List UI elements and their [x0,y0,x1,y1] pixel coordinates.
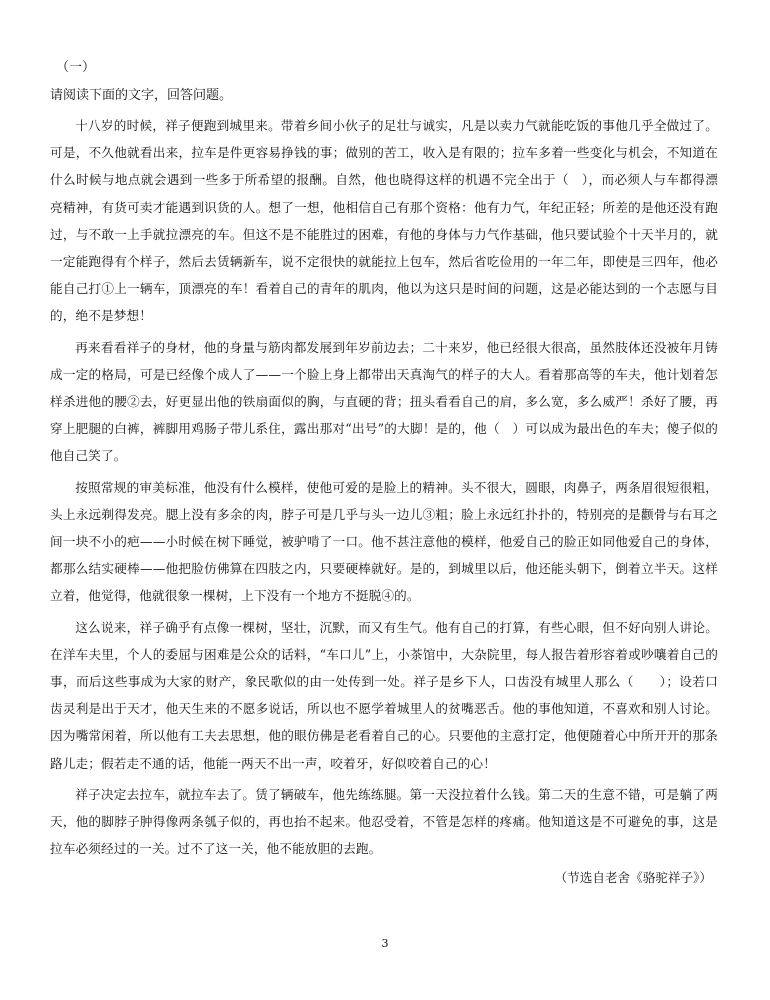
passage-paragraph-5: 祥子决定去拉车，就拉车去了。赁了辆破车，他先练练腿。第一天没拉着什么钱。第二天的生意不错，可是躺了两天，他的脚脖子肿得像两条瓠子似的，再也抬不起来。他忍受着，不管是怎样的疼痛。他知道这是不可避免的事，这是拉车必须经过的一关。过不了这一关，他不能放胆的去跑。 [50,786,718,857]
passage-paragraph-2: 再来看看祥子的身材，他的身量与筋肉都发展到年岁前边去；二十来岁，他已经很大很高，虽然肢体还没被年月铸成一定的格局，可是已经像个成人了——一个脸上身上都带出天真淘气的样子的大人。看着那高等的车夫，他计划着怎样杀进他的腰②去，好更显出他的铁扇面似的胸，与直硬的背；扭头看看自己的肩，多么宽，多么威严！杀好了腰，再穿上肥腿的白裤，裤脚用鸡肠子带儿系住，露出那对“出号”的大脚！是的，他（ ）可以成为最出色的车夫；傻子似的他自己笑了。 [50,339,718,464]
source-citation: （节选自老舍《骆驼祥子》） [554,870,712,886]
question-instruction: 请阅读下面的文字，回答问题。 [50,88,233,103]
passage-paragraph-1: 十八岁的时候，祥子便跑到城里来。带着乡间小伙子的足壮与诚实，凡是以卖力气就能吃饭的事他几乎全做过了。可是，不久他就看出来，拉车是件更容易挣钱的事；做别的苦工，收入是有限的；拉车多着一些变化与机会，不知道在什么时候与地点就会遇到一些多于所希望的报酬。自然，他也晓得这样的机遇不完全出于（ ），而必须人与车都得漂亮精神，有货可卖才能遇到识货的人。想了一想，他相信自己有那个资格：他有力气，年纪正轻；所差的是他还没有跑过，与不敢一上手就拉漂亮的车。但这不是不能胜过的困难，有他的身体与力气作基础，他只要试验个十天半月的，就一定能跑得有个样子，然后去赁辆新车，说不定很快的就能拉上包车，然后省吃俭用的一年二年，即使是三四年，他必能自己打①上一辆车，顶漂亮的车！看着自己的青年的肌肉，他以为这只是时间的问题，这是必能达到的一个志愿与目的，绝不是梦想！ [50,118,718,324]
page-number: 3 [381,937,389,950]
page-content [50,58,718,890]
section-heading: （一） [56,60,96,75]
passage-paragraph-4: 这么说来，祥子确乎有点像一棵树，坚壮，沉默，而又有生气。他有自己的打算，有些心眼，但不好向别人讲论。在洋车夫里，个人的委屈与困难是公众的话料，“车口儿”上，小茶馆中，大杂院里，每人报告着形容着或吵嚷着自己的事，而后这些事成为大家的财产，象民歌似的由一处传到一处。祥子是乡下人，口齿没有城里人那么（ ）；设若口齿灵利是出于天才，他天生来的不愿多说话，所以也不愿学着城里人的贫嘴恶舌。他的事他知道，不喜欢和别人讨论。因为嘴常闲着，所以他有工夫去思想，他的眼仿佛是老看着自己的心。只要他的主意打定，他便随着心中所开开的那条路儿走；假若走不通的话，他能一两天不出一声，咬着牙，好似咬着自己的心！ [50,619,718,771]
passage-paragraph-3: 按照常规的审美标准，他没有什么模样，使他可爱的是脸上的精神。头不很大，圆眼，肉鼻子，两条眉很短很粗，头上永远剃得发亮。腮上没有多余的肉，脖子可是几乎与头一边儿③粗；脸上永远红扑扑的，特别亮的是颧骨与右耳之间一块不小的疤——小时候在树下睡觉，被驴啃了一口。他不甚注意他的模样，他爱自己的脸正如同他爱自己的身体，都那么结实硬棒——他把脸仿佛算在四肢之内，只要硬棒就好。是的，到城里以后，他还能头朝下，倒着立半天。这样立着，他觉得，他就很象一棵树，上下没有一个地方不挺脱④的。 [50,479,718,604]
